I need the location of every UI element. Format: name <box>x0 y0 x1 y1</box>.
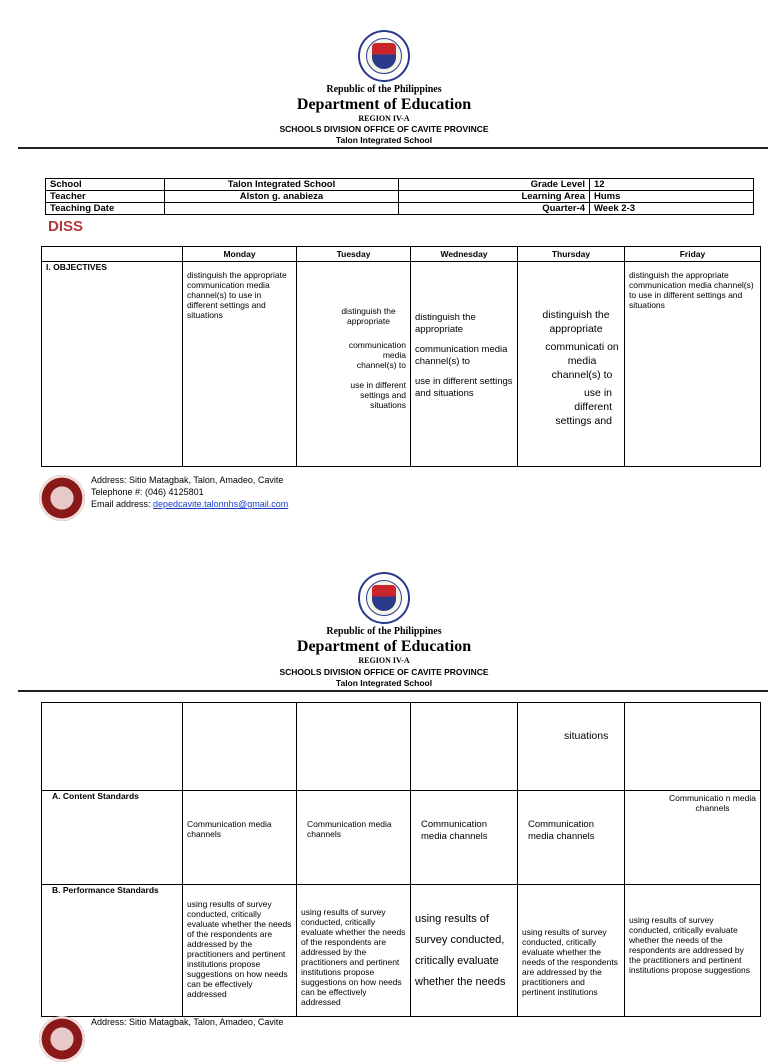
school-label: School <box>46 179 165 191</box>
deped-seal-logo-2 <box>358 572 410 624</box>
header-divider <box>18 147 768 149</box>
perf-monday-cell <box>183 885 297 1017</box>
content-wednesday: Communication media channels <box>421 819 488 842</box>
objective-tuesday-cell <box>297 262 411 467</box>
perf-tuesday: using results of survey conducted, critically evaluate whether the needs of the respondents are addressed by the practitioners and pertinent institutions propose suggestions on how needs can be effectively addressed <box>301 907 406 1007</box>
perf-friday-cell <box>625 885 761 1017</box>
continued-monday <box>183 703 297 791</box>
date-label: Teaching Date <box>46 203 165 215</box>
school-seal-logo-2 <box>39 1016 85 1062</box>
perf-wednesday: using results of survey conducted, critically evaluate whether the needs <box>415 913 506 988</box>
content-monday-cell <box>183 791 297 885</box>
header-divider-2 <box>18 690 768 692</box>
school-title: Talon Integrated School <box>335 135 433 145</box>
content-standards-label: A. Content Standards <box>42 791 183 885</box>
footer-email-line <box>91 499 288 510</box>
content-tuesday-cell <box>297 791 411 885</box>
grade-value: 12 <box>590 179 754 191</box>
content-tuesday: Communication media channels <box>307 819 392 839</box>
area-label: Learning Area <box>399 191 590 203</box>
objective-tuesday-1: distinguish the appropriate <box>341 306 396 326</box>
day-header-tuesday: Tuesday <box>297 247 411 262</box>
date-value <box>165 203 399 215</box>
division-title-2: SCHOOLS DIVISION OFFICE OF CAVITE PROVINCE <box>279 667 489 677</box>
objective-thursday-3: use in different settings and <box>555 387 612 427</box>
republic-title: Republic of the Philippines <box>326 84 442 95</box>
objective-tuesday-2: communication media channel(s) to <box>348 340 406 370</box>
objective-friday: distinguish the appropriate communication media channel(s) to use in different settings and situations <box>629 270 754 310</box>
footer-address: Address: Sitio Matagbak, Talon, Amadeo, Cavite <box>91 475 284 485</box>
lesson-plan-table-2 <box>41 702 761 1017</box>
school-seal-logo <box>39 475 85 521</box>
content-thursday: Communication media channels <box>528 819 595 842</box>
grade-label: Grade Level <box>399 179 590 191</box>
objective-monday: distinguish the appropriate communication media channel(s) to use in different settings and situations <box>187 270 287 320</box>
content-wednesday-cell <box>411 791 518 885</box>
objective-monday-cell <box>183 262 297 467</box>
content-friday: Communicatio n media channels <box>669 793 756 813</box>
day-header-monday: Monday <box>183 247 297 262</box>
perf-tuesday-cell <box>297 885 411 1017</box>
week-value: Week 2-3 <box>590 203 754 215</box>
department-title: Department of Education <box>296 96 472 113</box>
footer-email-link[interactable]: depedcavite.talonnhs@gmail.com <box>153 499 289 509</box>
footer-email-label: Email address: <box>91 499 154 509</box>
lesson-plan-table <box>41 246 761 467</box>
continued-thursday: situations <box>564 730 609 742</box>
objective-thursday-2: communicati on media channel(s) to <box>545 341 619 381</box>
objective-tuesday-3: use in different settings and situations <box>350 380 406 410</box>
corner-cell <box>42 247 183 262</box>
day-header-wednesday: Wednesday <box>411 247 518 262</box>
objective-wednesday-3: use in different settings and situations <box>415 376 513 399</box>
department-title-2: Department of Education <box>296 638 472 655</box>
objective-thursday-1: distinguish the appropriate <box>542 309 610 335</box>
objective-wednesday-2: communication media channel(s) to <box>415 344 508 367</box>
quarter-value: Quarter-4 <box>399 203 590 215</box>
info-table <box>45 178 754 215</box>
continued-wednesday <box>411 703 518 791</box>
subject-label: DISS <box>48 218 84 235</box>
objective-thursday-cell <box>518 262 625 467</box>
objective-wednesday-1: distinguish the appropriate <box>415 312 476 335</box>
continued-friday <box>625 703 761 791</box>
perf-thursday-cell <box>518 885 625 1017</box>
performance-standards-label: B. Performance Standards <box>42 885 183 1017</box>
content-thursday-cell <box>518 791 625 885</box>
objective-friday-cell <box>625 262 761 467</box>
perf-wednesday-cell <box>411 885 518 1017</box>
teacher-label: Teacher <box>46 191 165 203</box>
region-title: REGION IV-A <box>358 114 410 123</box>
school-value: Talon Integrated School <box>165 179 399 191</box>
continued-thursday-cell <box>518 703 625 791</box>
objectives-label: I. OBJECTIVES <box>42 262 183 467</box>
perf-thursday: using results of survey conducted, critically evaluate whether the needs of the respondents are addressed by the practitioners and pertinent institutions <box>522 927 618 997</box>
division-title: SCHOOLS DIVISION OFFICE OF CAVITE PROVINCE <box>279 124 489 134</box>
perf-friday: using results of survey conducted, critically evaluate whether the needs of the respondents are addressed by the practitioners and pertinent institutions propose suggestions <box>629 915 750 975</box>
area-value: Hums <box>590 191 754 203</box>
republic-title-2: Republic of the Philippines <box>326 626 442 637</box>
content-friday-cell <box>625 791 761 885</box>
content-monday: Communication media channels <box>187 819 272 839</box>
region-title-2: REGION IV-A <box>358 656 410 665</box>
continued-tuesday <box>297 703 411 791</box>
day-header-friday: Friday <box>625 247 761 262</box>
perf-monday: using results of survey conducted, critically evaluate whether the needs of the respondents are addressed by the practitioners and pertinent institutions propose suggestions on how needs can be effectively addressed <box>187 899 292 999</box>
teacher-value: Alston g. anabieza <box>165 191 399 203</box>
deped-seal-logo <box>358 30 410 82</box>
continued-label-cell <box>42 703 183 791</box>
school-title-2: Talon Integrated School <box>335 678 433 688</box>
day-header-thursday: Thursday <box>518 247 625 262</box>
footer-telephone: Telephone #: (046) 4125801 <box>91 487 204 497</box>
footer-address-2: Address: Sitio Matagbak, Talon, Amadeo, Cavite <box>91 1017 284 1027</box>
objective-wednesday-cell <box>411 262 518 467</box>
